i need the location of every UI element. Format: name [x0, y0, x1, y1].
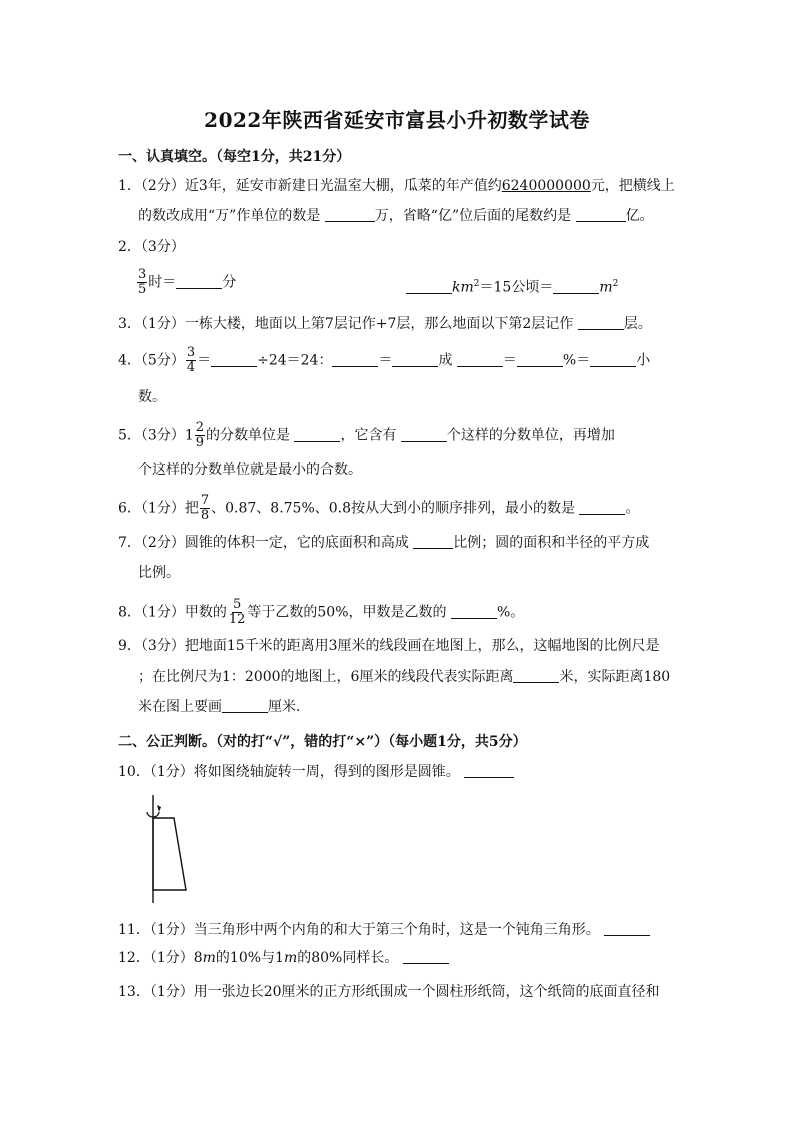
question-12: 12．（1分）8m的10%与1m的80%同样长。: [118, 948, 449, 968]
question-1-line-1: 1．（2分）近3年，延安市新建日光温室大棚，瓜菜的年产值约6240000000元，把横线上: [118, 178, 675, 194]
answer-blank[interactable]: [517, 352, 563, 367]
question-2-part-b: $km^2=15$公顷＝ $m^2$: [406, 274, 618, 298]
rotation-figure: [136, 790, 196, 905]
fraction: $\frac{2}{9}$: [195, 420, 205, 450]
question-6: 6．（1分）把 $\frac{7}{8}$ 、0.87、8.75%、0.8按从大到小的顺序排列，最小的数是 。: [118, 493, 640, 523]
answer-blank[interactable]: [553, 279, 599, 294]
question-4-line-2: 数。: [138, 389, 166, 405]
page-title: 2022年陕西省延安市富县小升初数学试卷: [204, 108, 590, 132]
answer-blank[interactable]: [413, 534, 453, 549]
answer-blank[interactable]: [211, 352, 257, 367]
section-1-heading: 一、认真填空。（每空1分，共21分）: [118, 149, 351, 165]
answer-blank[interactable]: [325, 207, 375, 222]
fraction: $\frac{3}{4}$: [186, 345, 196, 375]
question-9-line-3: 米在图上要画 厘米．: [138, 699, 310, 715]
answer-blank[interactable]: [604, 921, 650, 936]
question-3: 3．（1分）一栋大楼，地面以上第7层记作+7层，那么地面以下第2层记作 层。: [118, 316, 652, 332]
answer-blank[interactable]: [590, 352, 636, 367]
answer-blank[interactable]: [451, 604, 497, 619]
section-2-heading: 二、公正判断。（对的打“√”，错的打“×”）（每小题1分，共5分）: [118, 734, 527, 750]
answer-blank[interactable]: [464, 763, 514, 778]
question-1-line-2: 的数改成用“万”作单位的数是 万，省略“亿”位后面的尾数约是 亿。: [138, 208, 654, 224]
question-9-line-1: 9．（3分）把地面15千米的距离用3厘米的线段画在地图上，那么，这幅地图的比例尺是: [118, 638, 660, 654]
answer-blank[interactable]: [294, 427, 340, 442]
answer-blank[interactable]: [513, 668, 559, 683]
fraction: $\frac{5}{12}$: [228, 597, 246, 627]
answer-blank[interactable]: [579, 500, 625, 515]
answer-blank[interactable]: [176, 274, 222, 289]
answer-blank[interactable]: [457, 352, 503, 367]
answer-blank[interactable]: [332, 352, 378, 367]
fraction: $\frac{7}{8}$: [200, 493, 210, 523]
question-11: 11．（1分）当三角形中两个内角的和大于第三个角时，这是一个钝角三角形。: [118, 920, 650, 940]
arrow-head-icon: [157, 805, 161, 812]
question-9-line-2: ；在比例尺为1：2000的地图上，6厘米的线段代表实际距离 米，实际距离180: [138, 669, 671, 685]
question-10: 10．（1分）将如图绕轴旋转一周，得到的图形是圆锥。: [118, 762, 514, 782]
question-7-line-2: 比例。: [138, 565, 180, 581]
answer-blank[interactable]: [401, 427, 447, 442]
question-13: 13．（1分）用一张边长20厘米的正方形纸围成一个圆柱形纸筒，这个纸筒的底面直径和: [118, 984, 660, 1000]
question-8: 8．（1分）甲数的 $\frac{5}{12}$ 等于乙数的50%，甲数是乙数的 %。: [118, 597, 525, 627]
question-2-line-1: 2．（3分）: [118, 239, 185, 255]
answer-blank[interactable]: [222, 698, 268, 713]
question-7-line-1: 7．（2分）圆锥的体积一定，它的底面积和高成 比例；圆的面积和半径的平方成: [118, 535, 650, 551]
answer-blank[interactable]: [578, 315, 624, 330]
answer-blank[interactable]: [406, 279, 452, 294]
answer-blank[interactable]: [392, 352, 438, 367]
underlined-number: 6240000000: [501, 178, 591, 194]
trapezoid-shape: [153, 818, 186, 890]
answer-blank[interactable]: [403, 949, 449, 964]
question-4-line-1: 4．（5分） $\frac{3}{4}$ ＝ ÷24＝24： ＝ 成 ＝ %＝ 小: [118, 345, 651, 375]
question-5-line-1: 5．（3分）1 $\frac{2}{9}$ 的分数单位是 ，它含有 个这样的分数单位，再增加: [118, 420, 615, 450]
fraction: $\frac{3}{5}$: [138, 267, 147, 297]
answer-blank[interactable]: [576, 207, 626, 222]
question-5-line-2: 个这样的分数单位就是最小的合数。: [138, 462, 362, 478]
question-2-part-a: $\frac{3}{5}$ 时＝ 分: [138, 267, 237, 297]
